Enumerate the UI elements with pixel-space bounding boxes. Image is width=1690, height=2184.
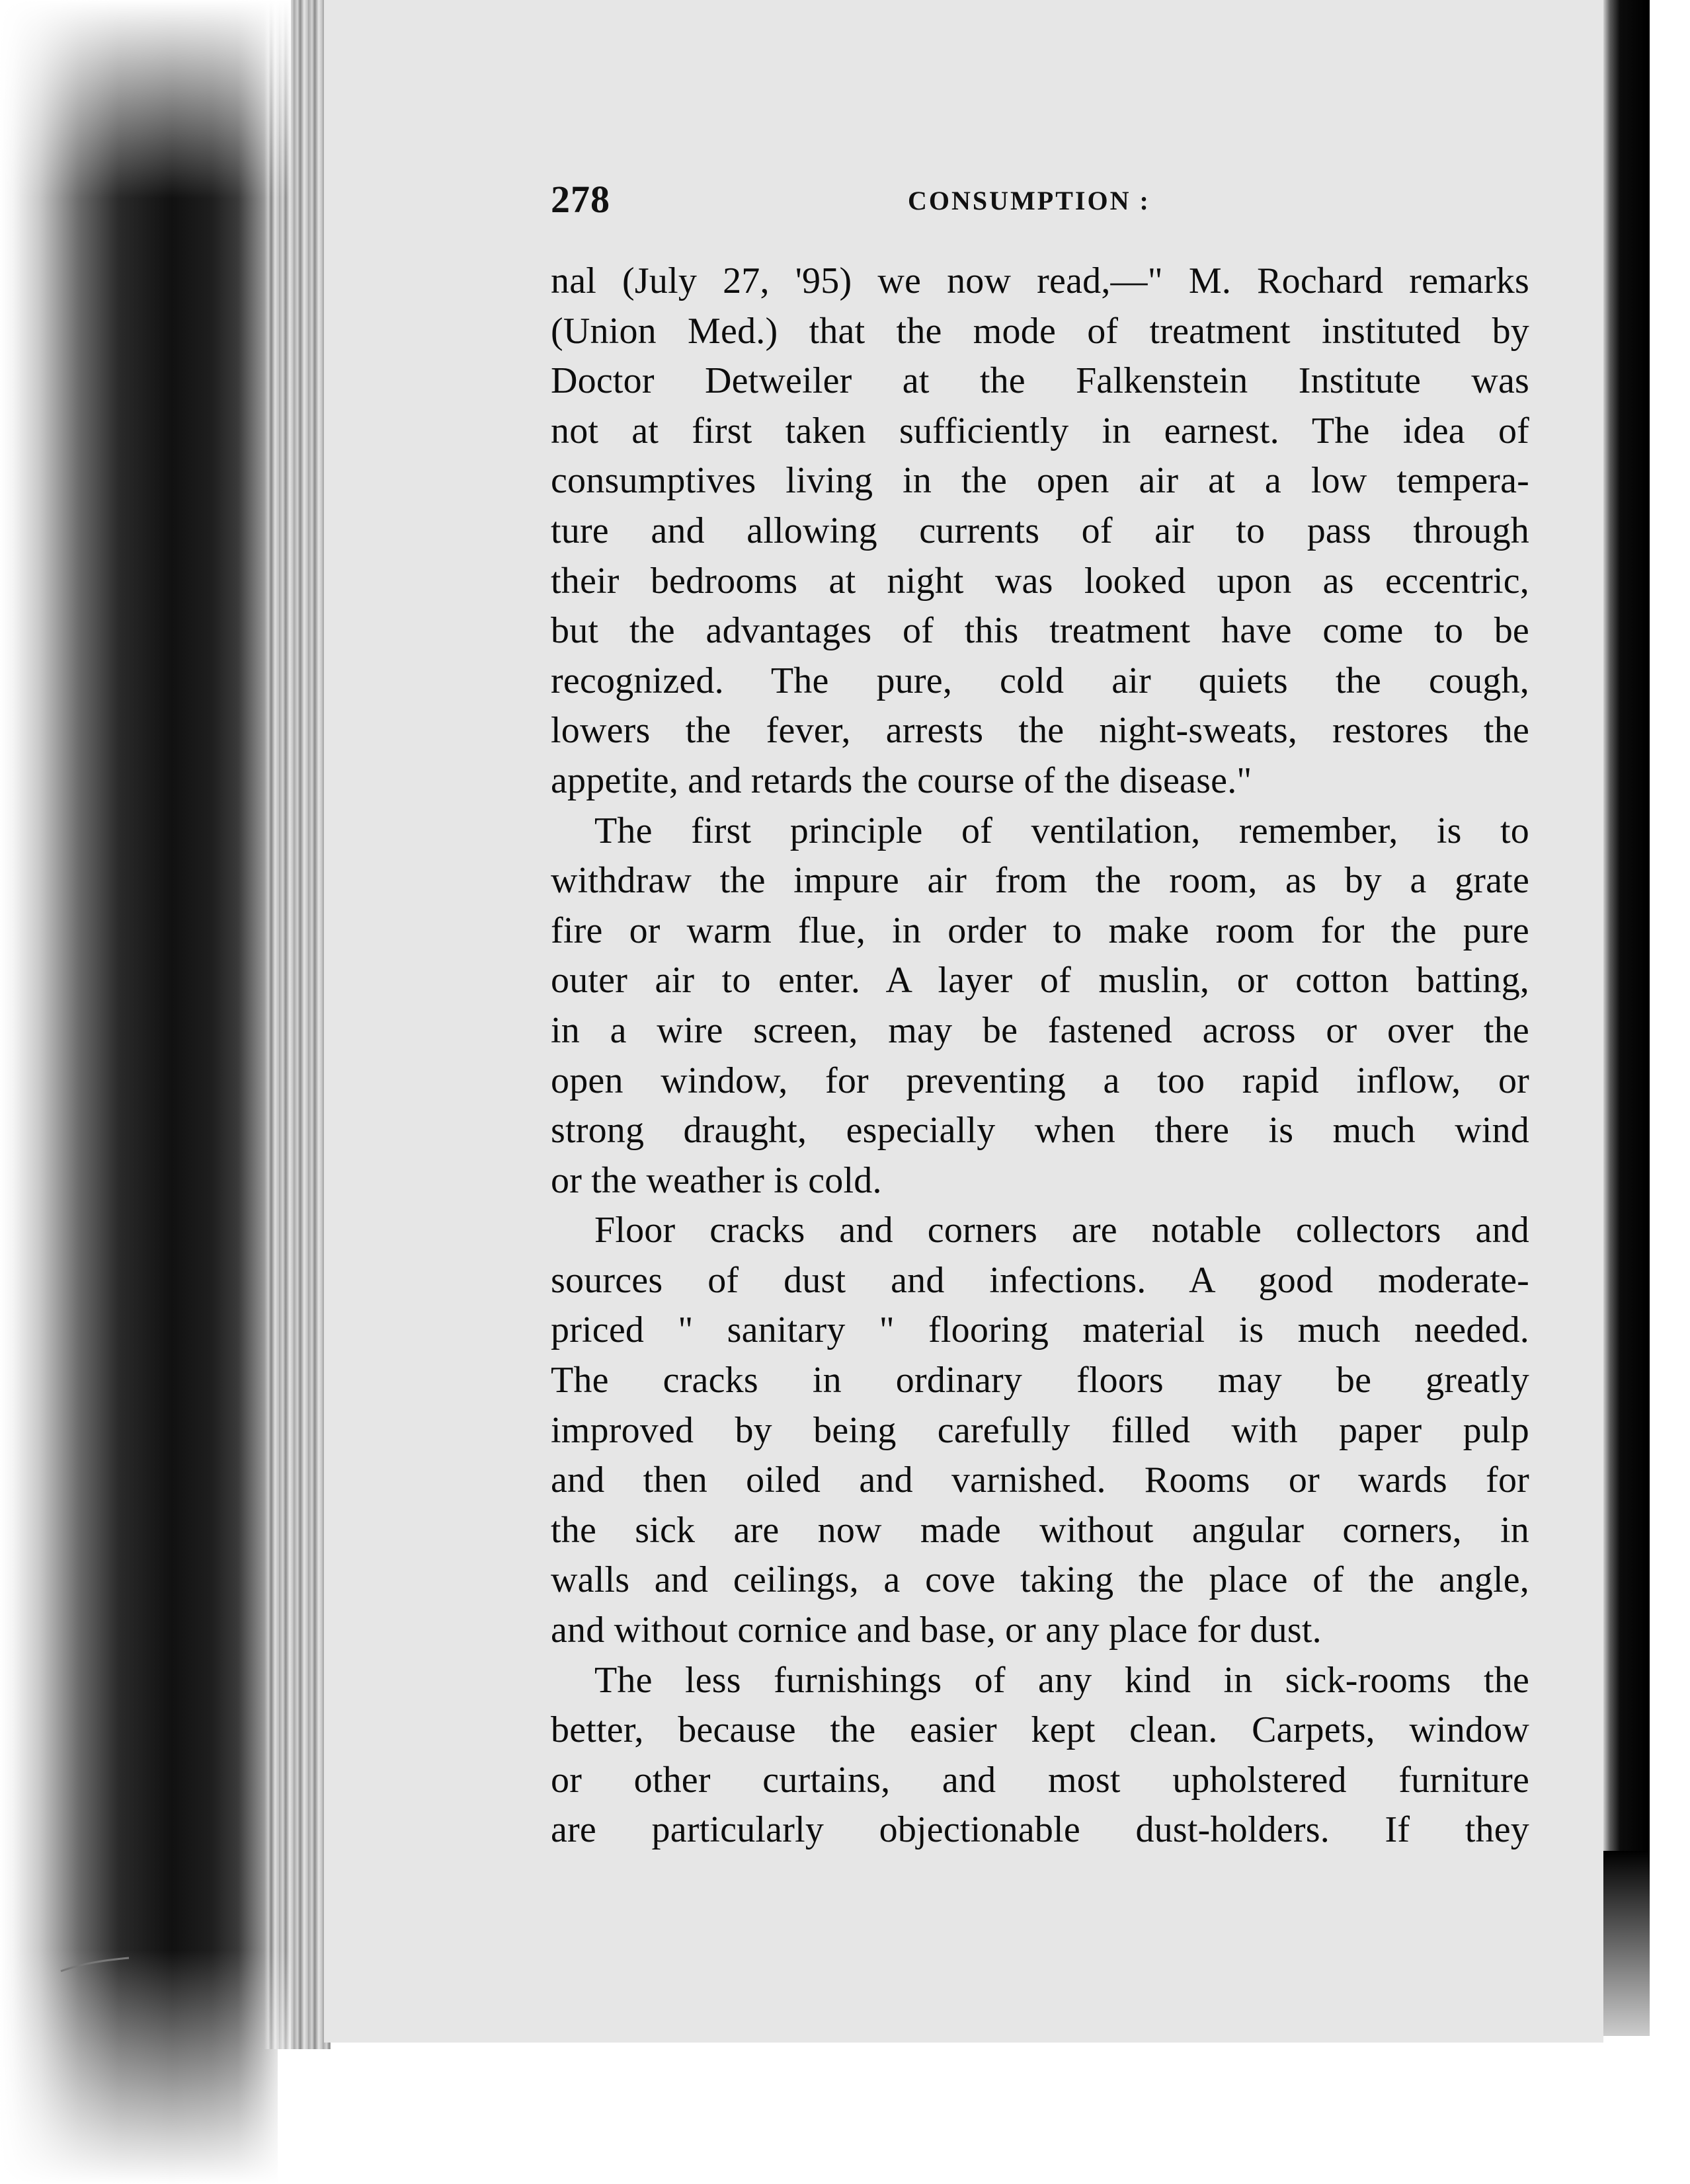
- text-line: strong draught, especially when there is much wind: [551, 1110, 1529, 1151]
- text-line: open window, for preventing a too rapid inflow, or: [551, 1060, 1529, 1101]
- right-margin: [1650, 0, 1690, 2184]
- text-line: The cracks in ordinary floors may be greatly: [551, 1360, 1529, 1401]
- text-line: or the weather is cold.: [551, 1159, 882, 1201]
- text-line: withdraw the impure air from the room, as by a grate: [551, 860, 1529, 902]
- text-line: walls and ceilings, a cove taking the place of the angle,: [551, 1559, 1529, 1601]
- text-line: recognized. The pure, cold air quiets the cough,: [551, 660, 1529, 701]
- page-number: 278: [551, 178, 610, 221]
- paragraph-start: The less furnishings of any kind in sick-rooms the: [594, 1659, 1529, 1701]
- text-line: the sick are now made without angular corners, in: [551, 1509, 1529, 1551]
- page-header: [551, 177, 1529, 230]
- text-line: not at first taken sufficiently in earnest. The idea of: [551, 410, 1529, 451]
- text-line: fire or warm flue, in order to make room for the pure: [551, 910, 1529, 951]
- body-text: [551, 256, 1529, 1855]
- running-head: CONSUMPTION :: [908, 186, 1150, 215]
- text-line: sources of dust and infections. A good moderate-: [551, 1259, 1529, 1301]
- text-line: ture and allowing currents of air to pass through: [551, 510, 1529, 551]
- paragraph-start: The first principle of ventilation, remember, is to: [594, 810, 1529, 851]
- text-line: their bedrooms at night was looked upon as eccentric,: [551, 560, 1529, 602]
- binding-top-fade: [0, 0, 291, 198]
- margin-mark: [60, 1957, 132, 1972]
- text-line: (Union Med.) that the mode of treatment instituted by: [551, 310, 1529, 352]
- binding-bottom-fade: [0, 1950, 291, 2184]
- text-line: nal (July 27, '95) we now read,—" M. Rochard remarks: [551, 260, 1529, 301]
- text-line: or other curtains, and most upholstered furniture: [551, 1759, 1529, 1801]
- text-line: consumptives living in the open air at a low tempera-: [551, 460, 1529, 502]
- right-page-edge: [1603, 0, 1650, 1851]
- text-line: priced " sanitary " flooring material is much needed.: [551, 1309, 1529, 1351]
- text-line: outer air to enter. A layer of muslin, or cotton batting,: [551, 960, 1529, 1001]
- text-line: improved by being carefully filled with paper pulp: [551, 1409, 1529, 1451]
- text-line: are particularly objectionable dust-holders. If they: [551, 1809, 1529, 1851]
- text-line: better, because the easier kept clean. Carpets, window: [551, 1709, 1529, 1751]
- text-line: in a wire screen, may be fastened across or over the: [551, 1009, 1529, 1051]
- book-binding-shadow: [0, 0, 278, 2184]
- text-line: lowers the fever, arrests the night-sweats, restores the: [551, 710, 1529, 752]
- text-line: Doctor Detweiler at the Falkenstein Institute was: [551, 360, 1529, 402]
- text-line: and without cornice and base, or any place for dust.: [551, 1610, 1322, 1651]
- text-line: and then oiled and varnished. Rooms or wards for: [551, 1460, 1529, 1501]
- paragraph-start: Floor cracks and corners are notable collectors and: [594, 1210, 1529, 1251]
- text-line: but the advantages of this treatment have come to be: [551, 610, 1529, 652]
- page-edges: [264, 0, 331, 2049]
- right-page-edge-lower: [1603, 1851, 1650, 2036]
- text-line: appetite, and retards the course of the disease.": [551, 760, 1252, 801]
